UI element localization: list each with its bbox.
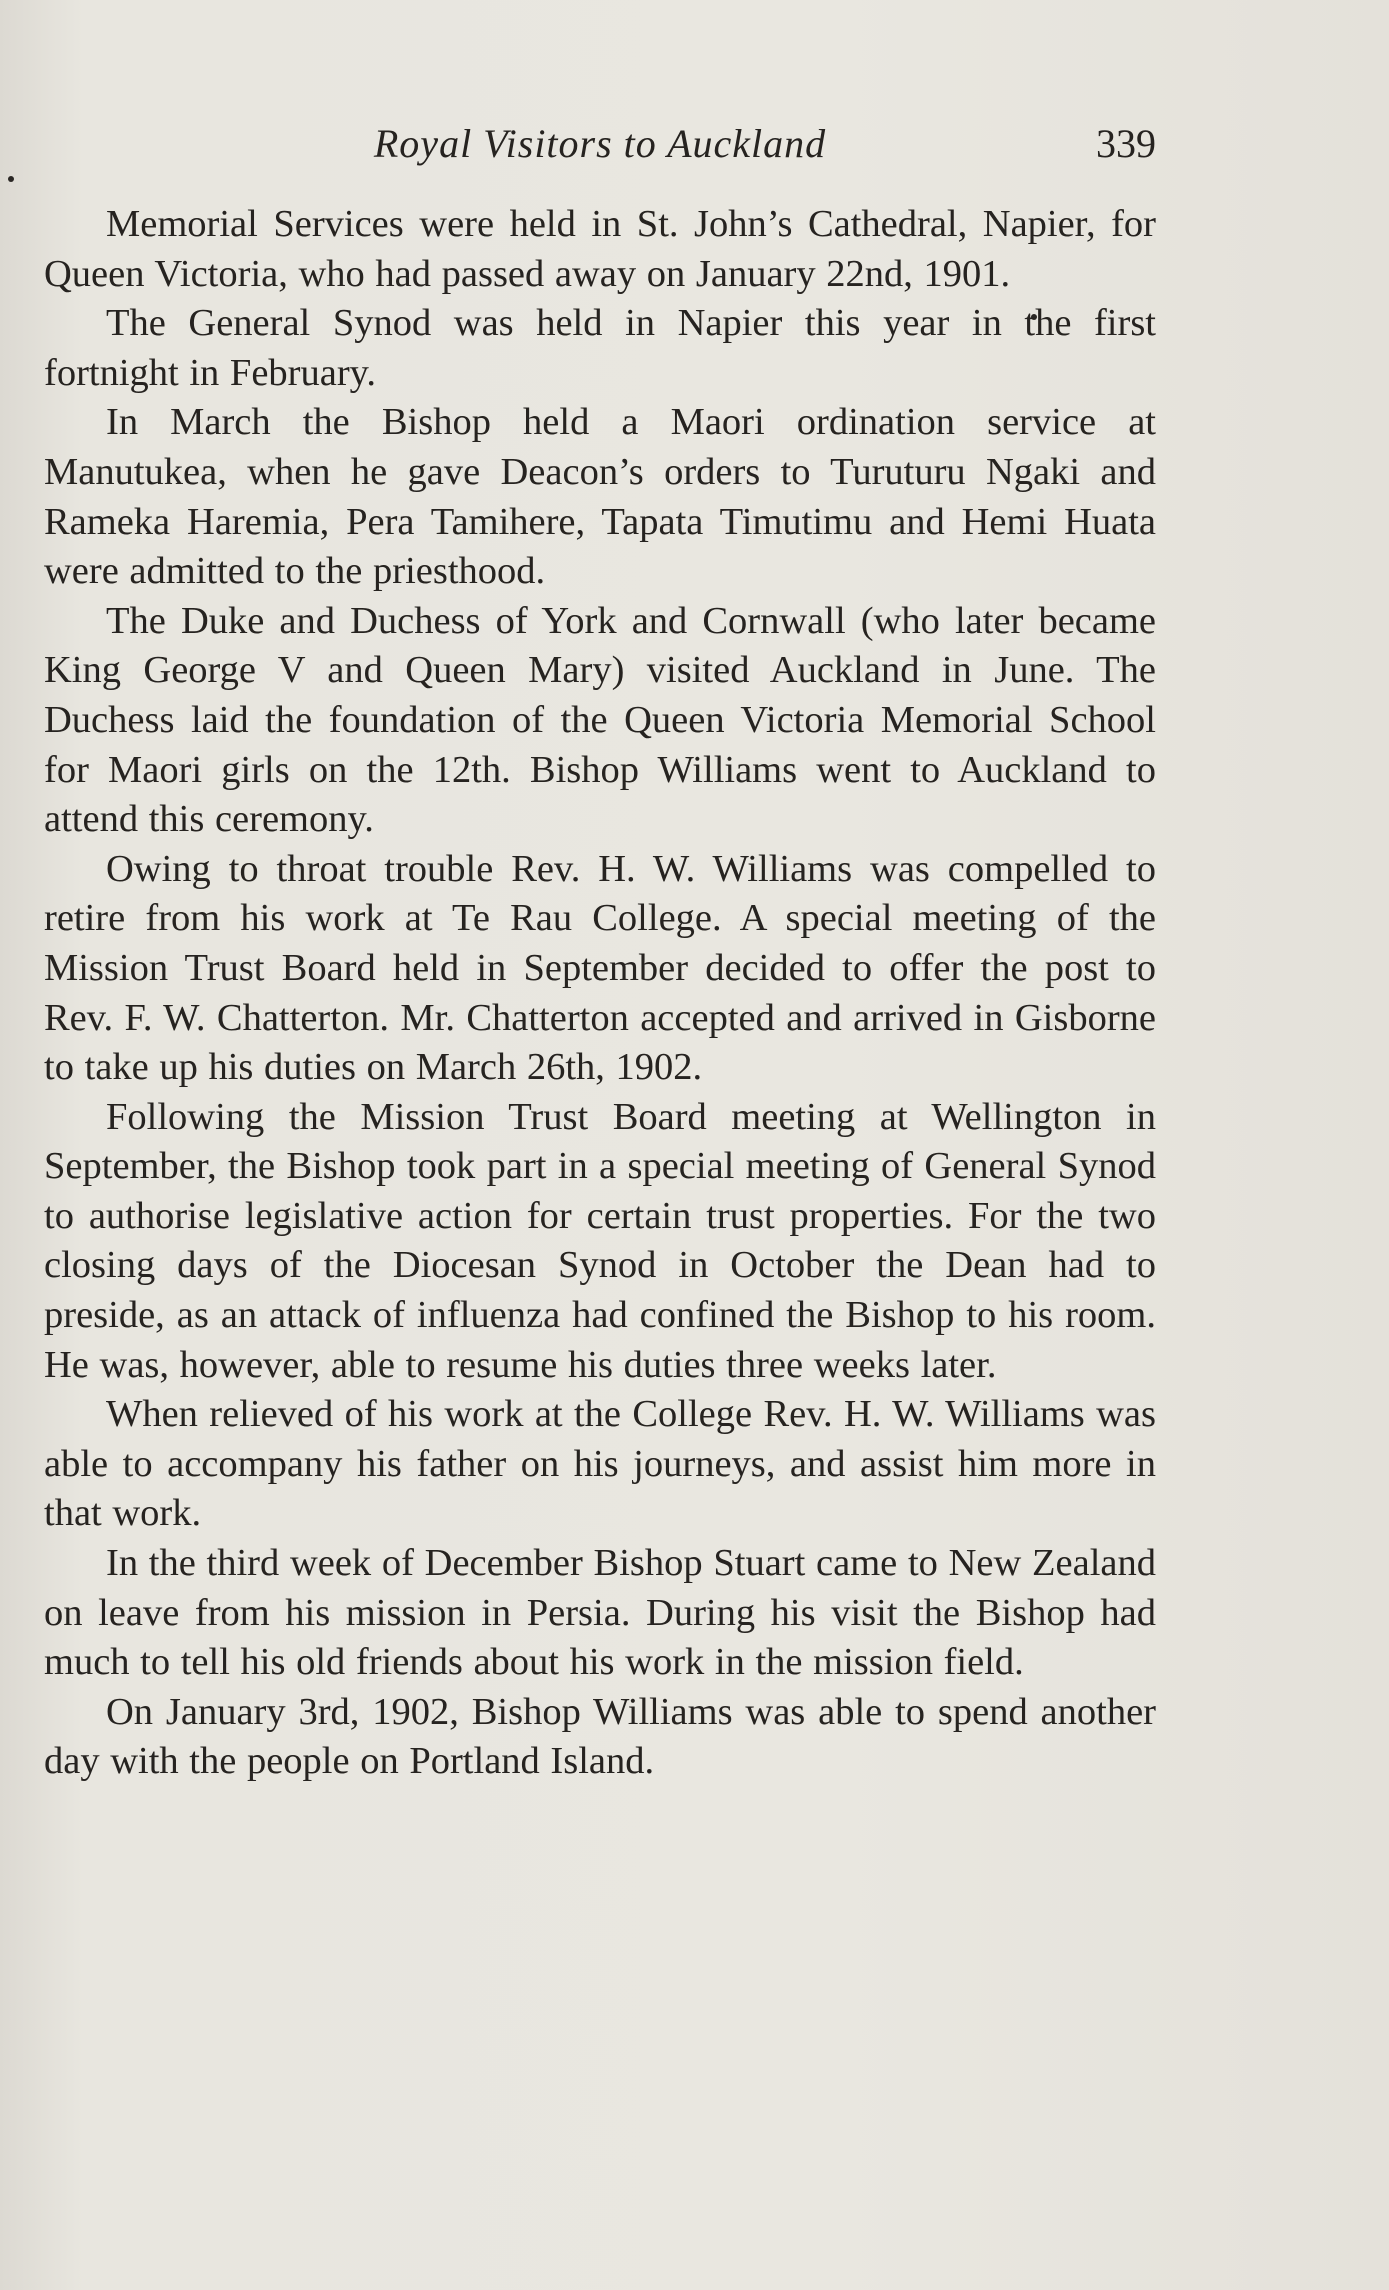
paragraph: The General Synod was held in Napier this year in the first fortnight in February. (44, 302, 1156, 394)
paragraph: Following the Mission Trust Board meeting at Wellington in September, the Bishop took part in a special meeting of General Synod to authorise legislative action for certain trust properties. For the two closing days of the Diocesan Synod in October the Dean had to preside, as an attack of influenza had confined the Bishop to his room. He was, however, able to resume his duties three weeks later. (44, 1095, 1156, 1386)
paragraph: Owing to throat trouble Rev. H. W. Williams was compelled to retire from his work at Te Rau College. A special meeting of the Mission Trust Board held in September decided to offer the post to Rev. F. W. Chatterton. Mr. Chatterton accepted and arrived in Gisborne to take up his duties on March 26th, 1902. (44, 847, 1156, 1089)
running-title: Royal Visitors to Auckland (373, 121, 827, 166)
paragraph: In March the Bishop held a Maori ordination service at Manutukea, when he gave Deacon’s orders to Turuturu Ngaki and Rameka Haremia, Pera Tamihere, Tapata Timutimu and Hemi Huata were admitted to the priesthood. (44, 401, 1156, 593)
body-text (44, 200, 1156, 1787)
paragraph: Memorial Services were held in St. John’s Cathedral, Napier, for Queen Victoria, who had passed away on January 22nd, 1901. (44, 203, 1156, 295)
paragraph: On January 3rd, 1902, Bishop Williams was able to spend another day with the people on Portland Island. (44, 1690, 1156, 1783)
margin-speck (8, 176, 14, 182)
paragraph: When relieved of his work at the College Rev. H. W. Williams was able to accompany his father on his journeys, and assist him more in that work. (44, 1393, 1156, 1535)
paragraph: In the third week of December Bishop Stuart came to New Zealand on leave from his mission in Persia. During his visit the Bishop had much to tell his old friends about his work in the mission field. (44, 1542, 1156, 1684)
page-number: 339 (1096, 121, 1156, 166)
paragraph: The Duke and Duchess of York and Cornwall (who later became King George V and Queen Mary) visited Auckland in June. The Duchess laid the foundation of the Queen Victoria Memorial School for Maori girls on the 12th. Bishop Williams went to Auckland to attend this ceremony. (44, 599, 1156, 841)
page-header (44, 116, 1156, 172)
